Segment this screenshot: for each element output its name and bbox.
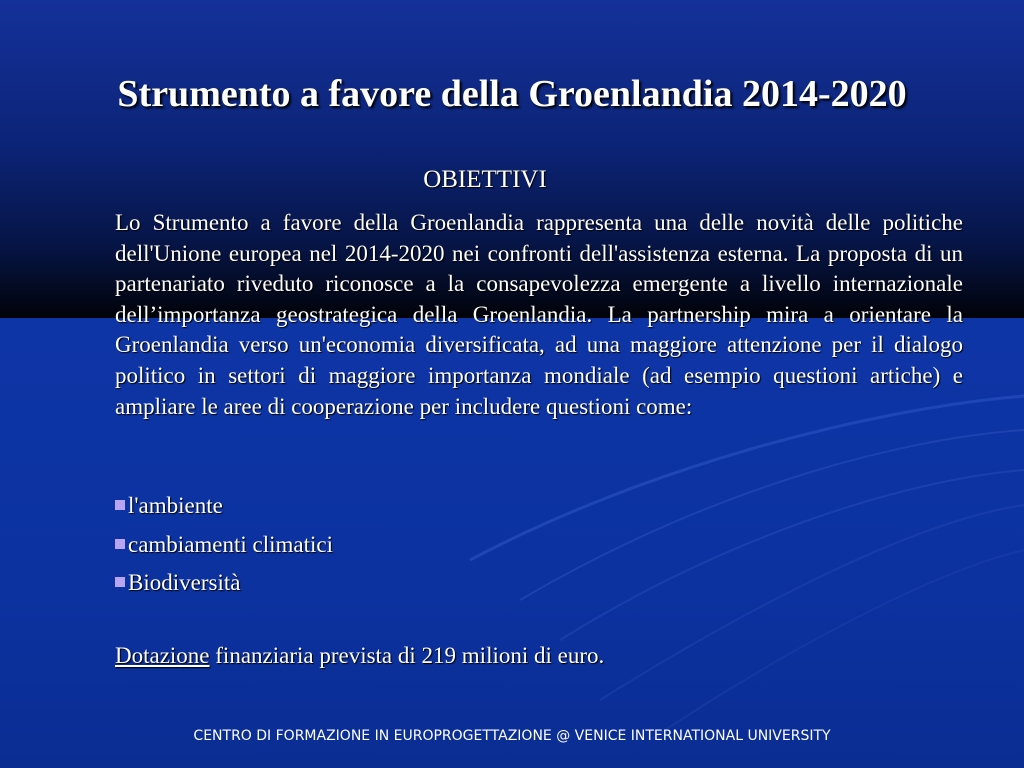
- bullet-square-icon: [115, 539, 125, 549]
- bullet-text: Biodiversità: [128, 570, 241, 595]
- funding-label: Dotazione: [115, 643, 210, 668]
- funding-line: [115, 643, 604, 669]
- section-heading: OBIETTIVI: [423, 166, 547, 193]
- body-paragraph: Lo Strumento a favore della Groenlandia rappresenta una delle novità delle politiche dell'Unione europea nel 2014-2020 nei confronti dell'assistenza esterna. La proposta di un partenariato riveduto riconosce a la consapevolezza emergente a livello internazionale dell’importanza geostrategica della Groenlandia. La partnership mira a orientare la Groenlandia verso un'economia diversificata, ad una maggiore attenzione per il dialogo politico in settori di maggiore importanza mondiale (ad esempio questioni artiche) e ampliare le aree di cooperazione per includere questioni come:: [115, 210, 963, 419]
- bullet-item: [115, 490, 333, 529]
- bullet-text: l'ambiente: [128, 493, 223, 518]
- slide-title: Strumento a favore della Groenlandia 2014-2020: [117, 73, 907, 115]
- bullet-square-icon: [115, 500, 125, 510]
- bullet-text: cambiamenti climatici: [128, 531, 334, 557]
- bullet-square-icon: [115, 577, 125, 587]
- bullet-list: [115, 490, 333, 606]
- footer-text: CENTRO DI FORMAZIONE IN EUROPROGETTAZIONE @ VENICE INTERNATIONAL UNIVERSITY: [193, 728, 831, 744]
- bullet-item: [115, 529, 333, 568]
- bullet-item: [115, 567, 333, 606]
- funding-text: finanziaria prevista di 219 milioni di euro.: [209, 643, 605, 668]
